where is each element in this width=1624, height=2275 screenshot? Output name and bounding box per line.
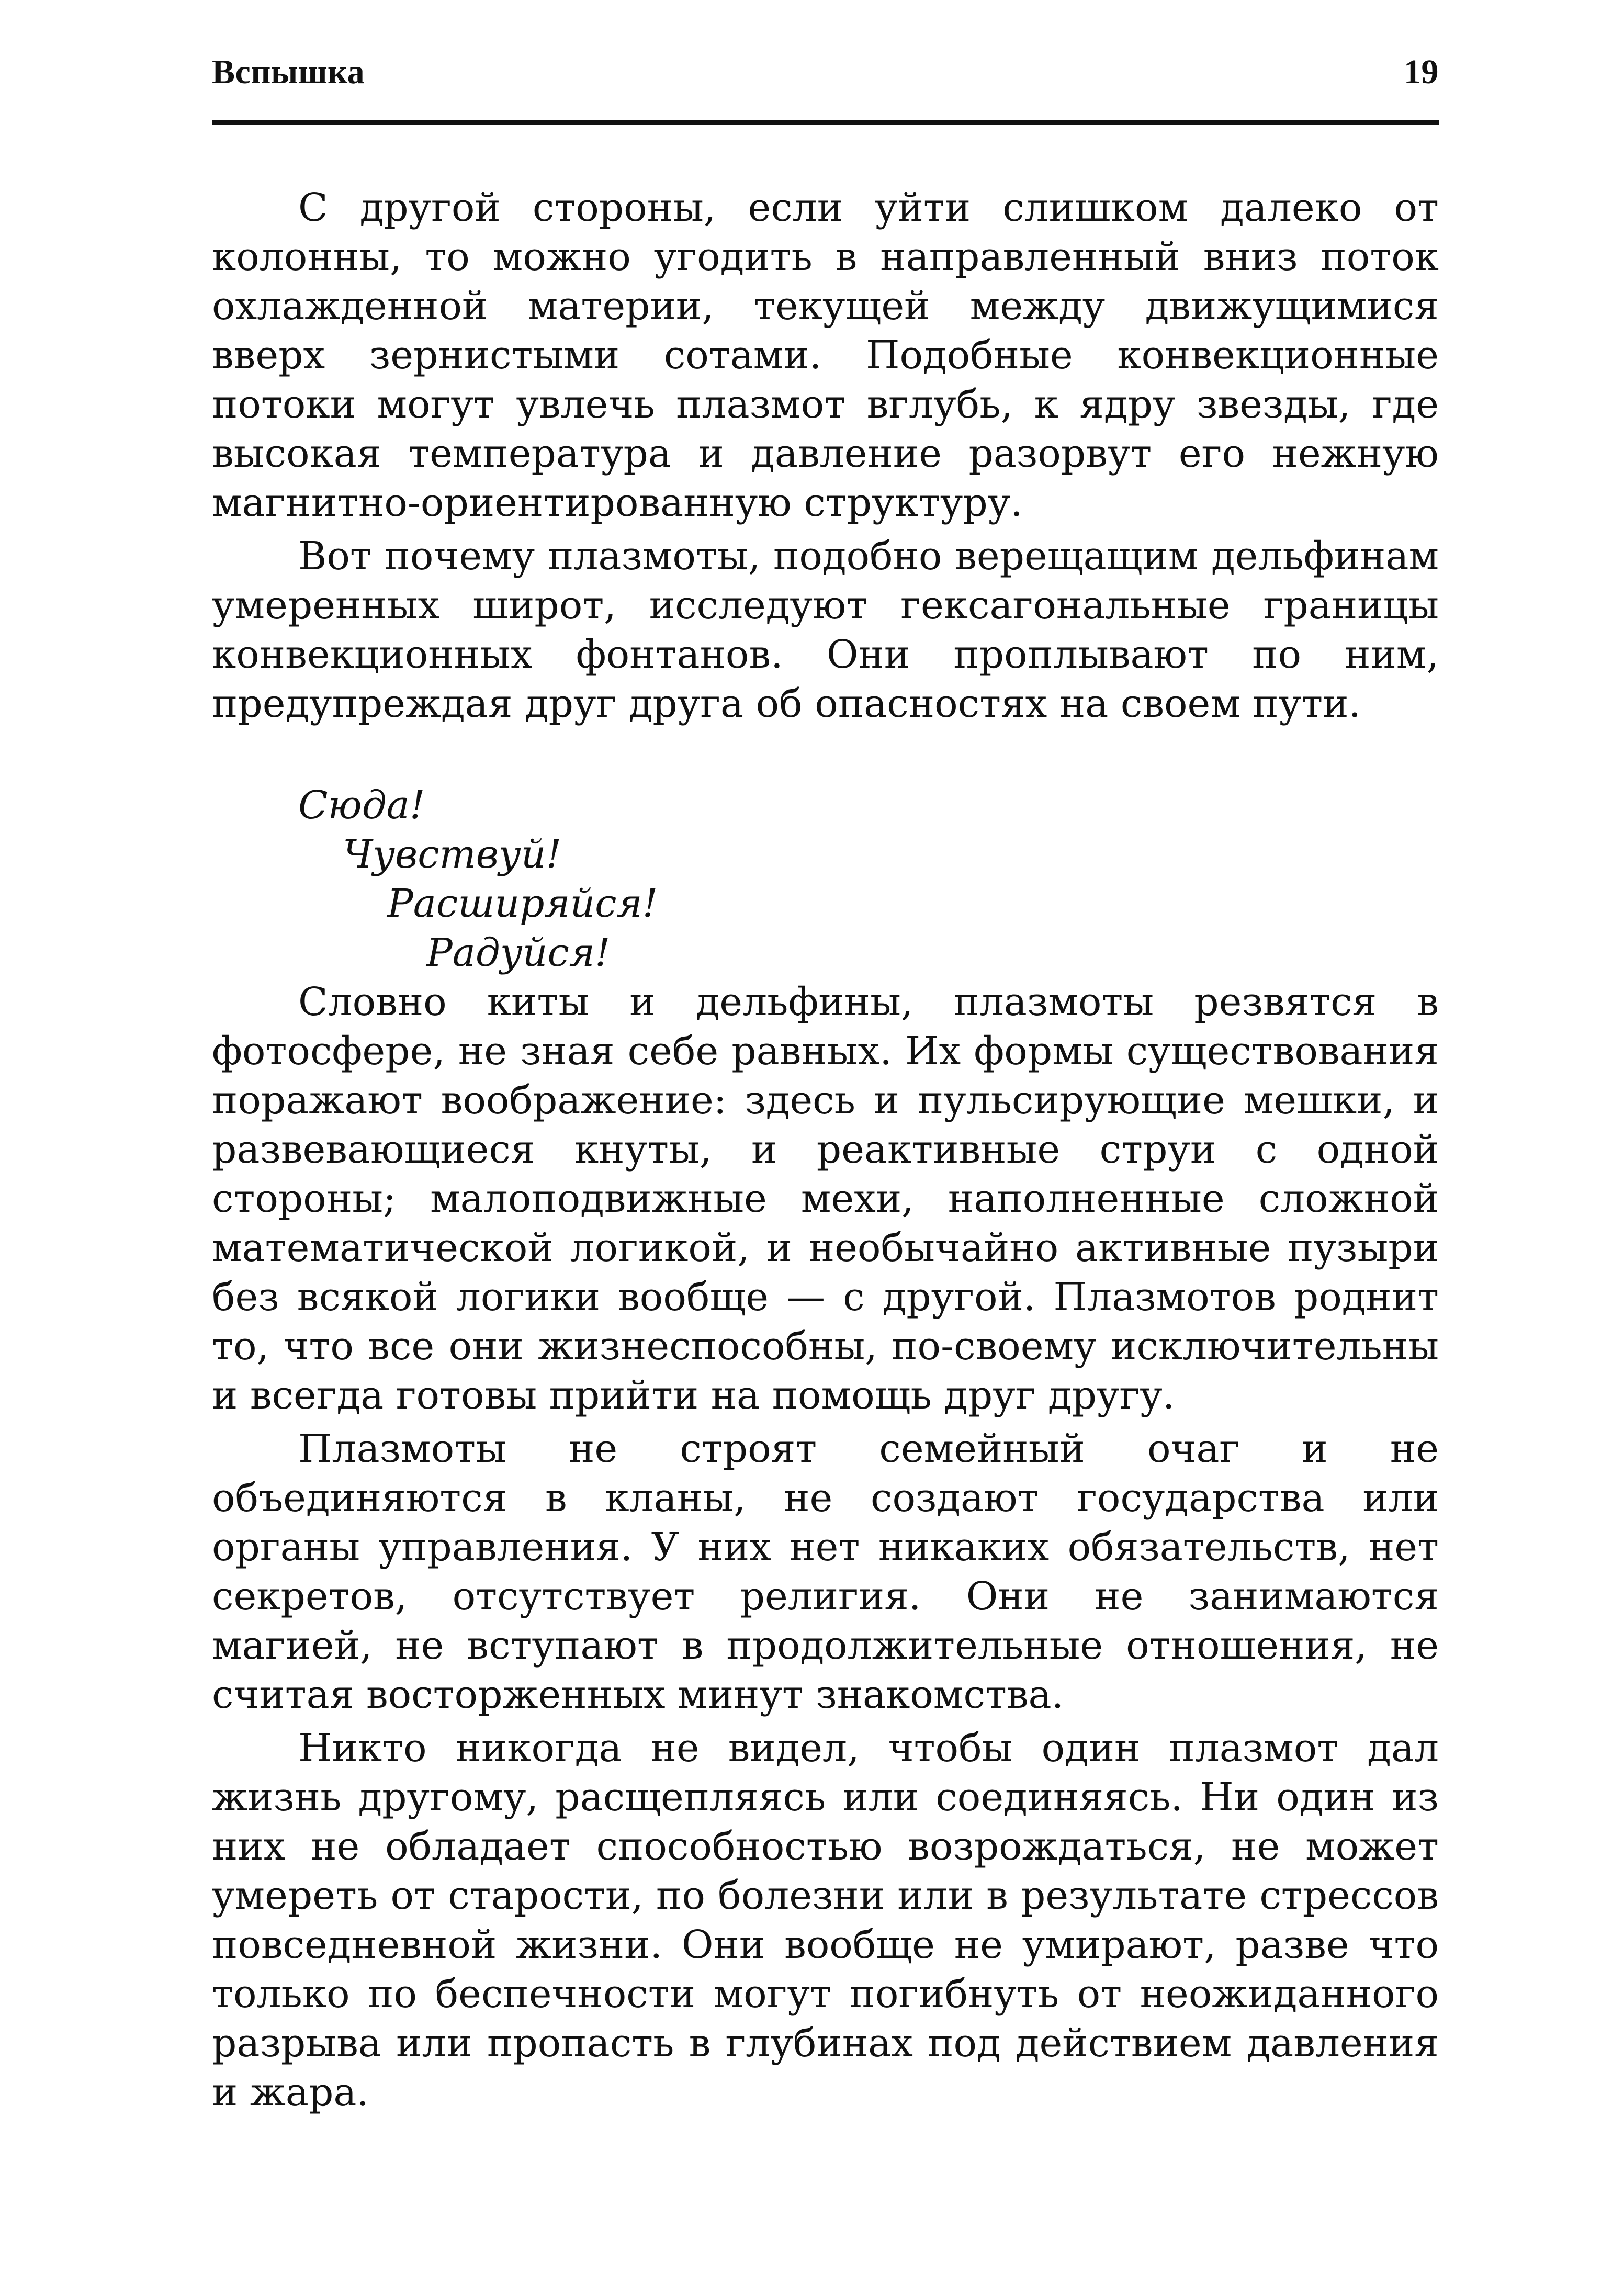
paragraph: Словно киты и дельфины, плазмоты резвятся в фотосфере, не зная себе равных. Их формы существования поражают воображение: здесь и пульсирующие мешки, и развевающиеся кнуты, и реактивные струи с одной стороны; малоподвижные мехи, наполненные сложной математической логикой, и необычайно активные пузыри без всякой логики вообще — с другой. Плазмотов роднит то, что все они жизнеспособны, по-своему исключительны и всегда готовы прийти на помощь друг другу. <box>212 979 1439 1418</box>
paragraph: Плазмоты не строят семейный очаг и не объединяются в кланы, не создают государства или органы управления. У них нет никаких обязательств, нет секретов, отсутствует религия. Они не занимаются магией, не вступают в продолжительные отношения, не считая восторженных минут знакомства. <box>212 1426 1439 1717</box>
verse-block <box>212 781 1439 977</box>
verse-line: Расширяйся! <box>387 881 658 926</box>
verse-line: Чувствуй! <box>343 832 562 877</box>
body-text <box>212 183 1439 2117</box>
running-title: Вспышка <box>212 53 365 91</box>
verse-line: Сюда! <box>298 783 425 828</box>
paragraph: С другой стороны, если уйти слишком далеко от колонны, то можно угодить в направленный вниз поток охлажденной материи, текущей между движущимися вверх зернистыми сотами. Подобные конвекционные потоки могут увлечь плазмот вглубь, к ядру звезды, где высокая температура и давление разорвут его нежную магнитно-ориентированную структуру. <box>212 185 1439 525</box>
page-header <box>212 52 1439 115</box>
paragraph: Вот почему плазмоты, подобно верещащим дельфинам умеренных широт, исследуют гексагональные границы конвекционных фонтанов. Они проплывают по ним, предупреждая друг друга об опасностях на своем пути. <box>212 534 1439 726</box>
paragraph: Никто никогда не видел, чтобы один плазмот дал жизнь другому, расщепляясь или соединяясь. Ни один из них не обладает способностью возрождаться, не может умереть от старости, по болезни или в результате стрессов повседневной жизни. Они вообще не умирают, разве что только по беспечности могут погибнуть от неожиданного разрыва или пропасть в глубинах под действием давления и жара. <box>212 1726 1439 2115</box>
page-number: 19 <box>1404 53 1439 91</box>
verse-line: Радуйся! <box>426 930 611 975</box>
book-page <box>212 52 1439 2115</box>
header-rule <box>212 120 1439 125</box>
